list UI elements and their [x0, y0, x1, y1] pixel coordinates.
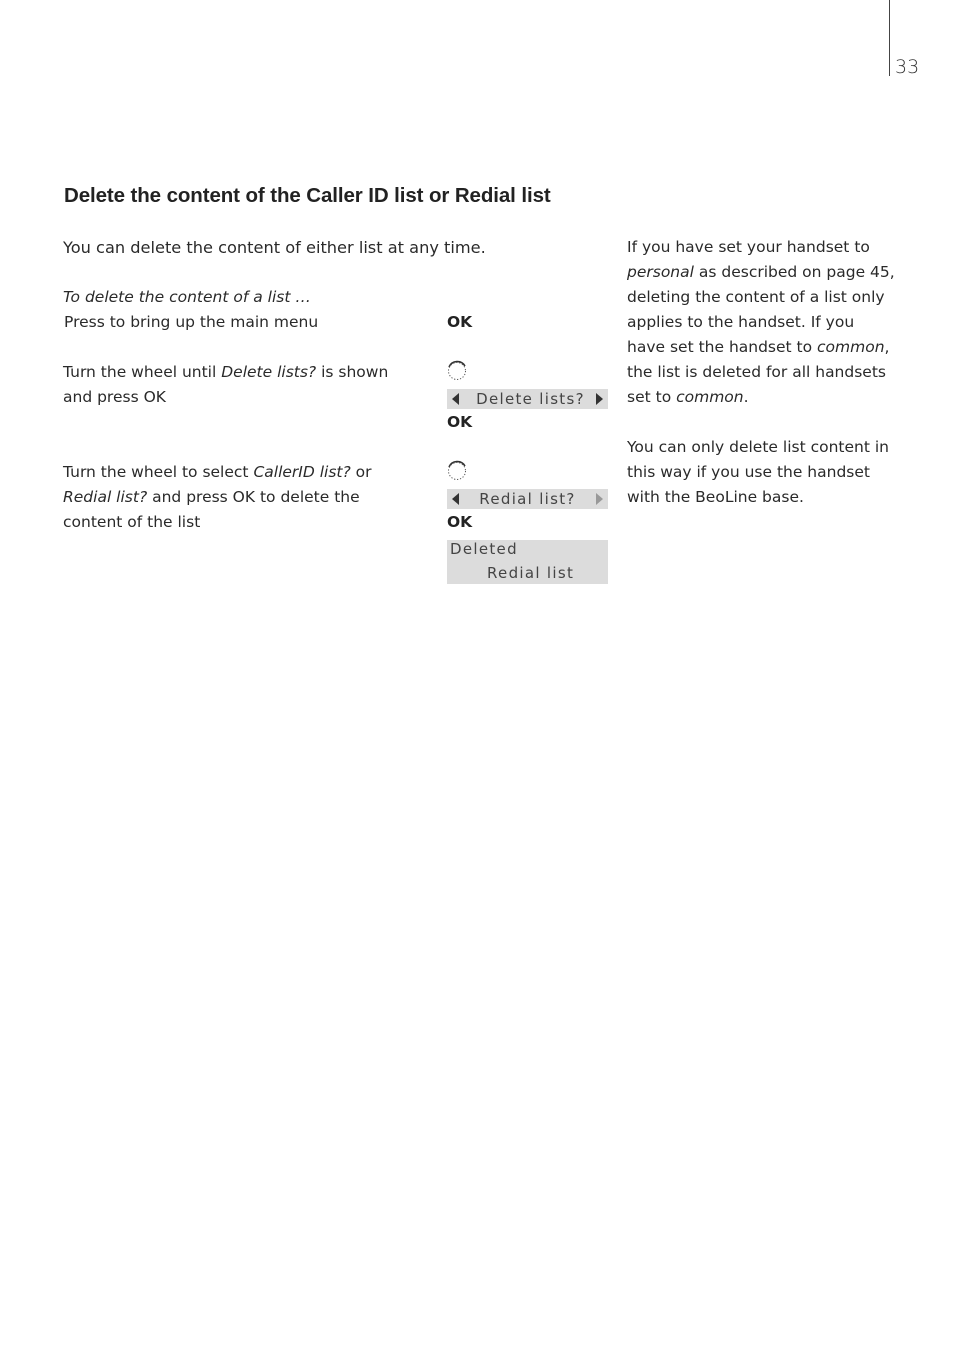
display-line-2: Redial list [487, 564, 575, 582]
side-note-paragraph-2: You can only delete list content in this way if you use the handset with the BeoLine base. [627, 438, 889, 506]
display-deleted-confirmation [447, 540, 608, 584]
wheel-icon [446, 359, 468, 381]
page-title: Delete the content of the Caller ID list or Redial list [64, 184, 551, 207]
procedure-heading: To delete the content of a list … [63, 288, 311, 306]
step-1-text: Press to bring up the main menu [64, 313, 319, 331]
step-3-ok-key: OK [447, 513, 473, 531]
step-2-text: Turn the wheel until Delete lists? is shown and press OK [63, 363, 389, 406]
arrow-right-icon [596, 493, 603, 505]
step-2-ok-key: OK [447, 413, 473, 431]
step-3-text: Turn the wheel to select CallerID list? or Redial list? and press OK to delete the content of the list [63, 463, 372, 531]
display-delete-lists [447, 389, 608, 409]
display-label: Redial list? [479, 490, 576, 508]
side-note [627, 235, 897, 510]
wheel-icon [446, 459, 468, 481]
step-1-ok-key: OK [447, 313, 473, 331]
arrow-right-icon [596, 393, 603, 405]
page-number: 33 [895, 56, 920, 78]
page-rule [889, 0, 890, 76]
side-note-paragraph-1: If you have set your handset to personal as described on page 45, deleting the content of a list only applies to the handset. If you have set the handset to common, the list is deleted for all handsets set to common. [627, 238, 895, 406]
intro-text: You can delete the content of either list at any time. [63, 238, 486, 257]
display-label: Delete lists? [476, 390, 585, 408]
display-line-1: Deleted [450, 540, 518, 558]
display-redial-list [447, 489, 608, 509]
